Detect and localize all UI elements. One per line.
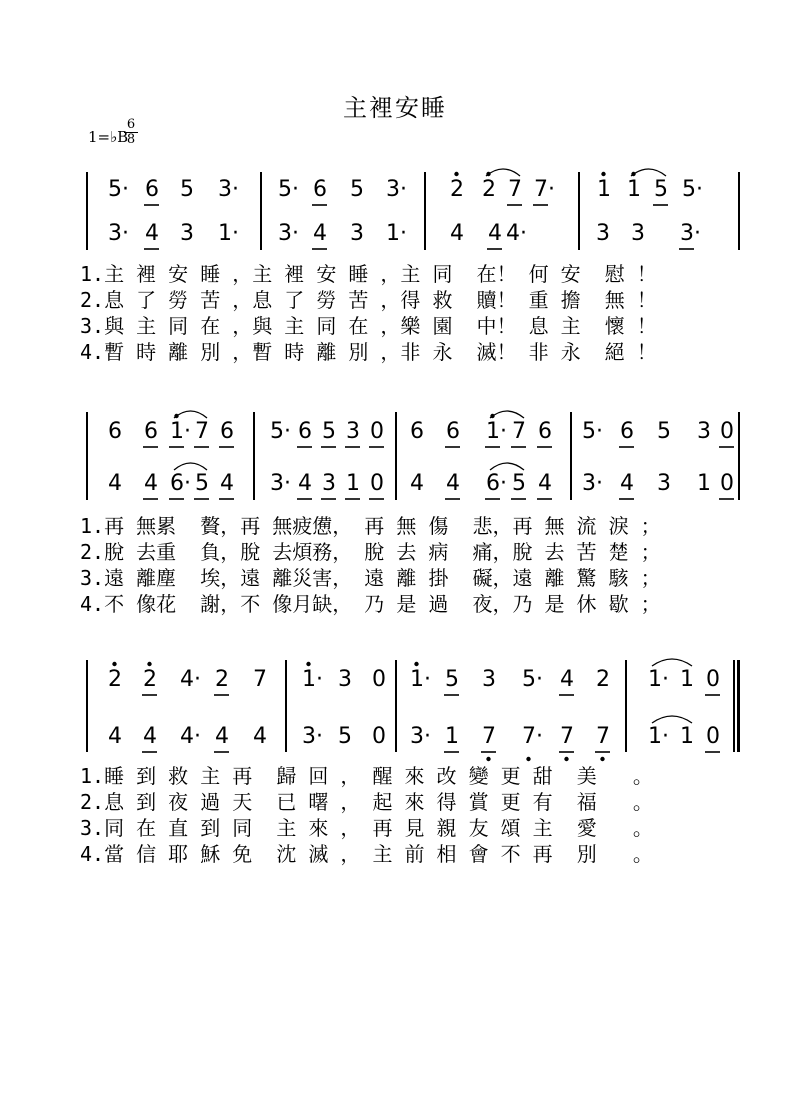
lyric-line-verse-4: 4.不 像花 謝，不 像月缺， 乃 是 過 夜，乃 是 休 歇 ；	[80, 592, 661, 616]
system-3-upper-note: 2	[108, 667, 122, 692]
lyric-line-verse-2: 2.息 到 夜 過 天 已 曙 ， 起 來 得 賞 更 有 福 。	[80, 790, 653, 814]
system-3-upper-octave-dot	[414, 662, 418, 666]
system-3-upper-note: 3	[482, 667, 496, 692]
system-3-upper-note: 5	[445, 667, 459, 692]
system-3-upper-note: 4·	[180, 667, 201, 692]
system-3-lower-note: 7·	[522, 724, 543, 749]
system-1-upper-note: 5	[350, 177, 364, 202]
system-2-lower-note: 6·	[170, 471, 191, 496]
meter-bottom: 8	[126, 132, 136, 147]
system-3-lower-note: 4	[143, 724, 157, 749]
system-1-upper-note: 5·	[278, 177, 299, 202]
system-2-lower-note: 6·	[486, 471, 507, 496]
system-1-lower-note: 4·	[506, 221, 527, 246]
system-1-upper-note: 5	[654, 177, 668, 202]
system-3-upper-note: 1·	[648, 667, 669, 692]
system-2-upper-note: 5·	[270, 419, 291, 444]
lyric-line-verse-3: 3.與 主 同 在 ，與 主 同 在 ，樂 園 中！ 息 主 懷 ！	[80, 314, 657, 338]
system-2-upper-note: 5	[322, 419, 336, 444]
system-2-upper-note: 1·	[486, 419, 507, 444]
system-1-upper-note: 2	[482, 177, 496, 202]
lyric-line-verse-3: 3.同 在 直 到 同 主 來 ， 再 見 親 友 頌 主 愛 。	[80, 816, 653, 840]
system-3-lower-note: 4·	[180, 724, 201, 749]
meter-top: 6	[126, 117, 136, 132]
system-2-lower-note: 4	[298, 471, 312, 496]
system-2-upper-note: 0	[720, 419, 734, 444]
system-3-upper-note: 4	[560, 667, 574, 692]
system-1-lower-note: 3	[631, 221, 645, 246]
system-1-lower-note: 3·	[680, 221, 701, 246]
system-1-lower-note: 3·	[278, 221, 299, 246]
system-3-upper-note: 1·	[302, 667, 323, 692]
system-1-upper-note: 6	[313, 177, 327, 202]
system-2-upper-note: 6	[298, 419, 312, 444]
system-2-upper-note: 6	[108, 419, 122, 444]
system-3-upper-note: 1·	[410, 667, 431, 692]
system-2-lower-note: 4	[220, 471, 234, 496]
barline	[395, 660, 397, 752]
system-3-upper-note: 1	[680, 667, 694, 692]
system-3-upper-note: 5·	[522, 667, 543, 692]
system-2-upper-note: 3	[697, 419, 711, 444]
system-1-upper-note: 1	[627, 177, 641, 202]
barline	[86, 660, 88, 752]
system-2-upper-note: 5·	[582, 419, 603, 444]
system-1-lower-note: 3	[180, 221, 194, 246]
system-3-upper-octave-dot	[147, 662, 151, 666]
system-2-upper-note: 3	[346, 419, 360, 444]
system-2-lower-note: 4	[144, 471, 158, 496]
system-1-upper-note: 5·	[108, 177, 129, 202]
system-3-lower-note: 7	[482, 724, 496, 749]
system-3-lower-note: 1	[445, 724, 459, 749]
system-1-upper-note: 1	[597, 177, 611, 202]
system-3-upper-note: 2	[143, 667, 157, 692]
system-2-lower-note: 5	[195, 471, 209, 496]
system-1-lower-note: 3·	[108, 221, 129, 246]
system-2-lower-note: 4	[410, 471, 424, 496]
system-2-upper-note: 6	[144, 419, 158, 444]
system-1-lower-note: 4	[488, 221, 502, 246]
system-3-lower-note: 5	[338, 724, 352, 749]
system-2-lower-note: 3	[657, 471, 671, 496]
system-2-upper-note: 6	[538, 419, 552, 444]
system-1-upper-note: 7	[508, 177, 522, 202]
system-2-upper-note: 7	[512, 419, 526, 444]
system-3-lower-octave-dot	[526, 757, 530, 761]
system-3-upper-note: 0	[706, 667, 720, 692]
system-1-lower-note: 3	[596, 221, 610, 246]
system-3-upper-note: 7	[253, 667, 267, 692]
system-2-lower-note: 4	[108, 471, 122, 496]
system-1-upper-note: 5	[180, 177, 194, 202]
system-3-lower-note: 4	[108, 724, 122, 749]
system-2-upper-note: 6	[446, 419, 460, 444]
lyric-line-verse-2: 2.息 了 勞 苦 ，息 了 勞 苦 ，得 救 贖！ 重 擔 無 ！	[80, 288, 657, 312]
system-3-lower-note: 7	[560, 724, 574, 749]
barline	[285, 660, 287, 752]
key-label: 1=♭B	[88, 128, 129, 146]
system-3-upper-note: 3	[338, 667, 352, 692]
lyric-line-verse-4: 4.當 信 耶 穌 免 沈 滅 ， 主 前 相 會 不 再 別 。	[80, 842, 653, 866]
system-1-lower-note: 1·	[386, 221, 407, 246]
system-2-lower-note: 1	[346, 471, 360, 496]
system-3-lower-note: 0	[706, 724, 720, 749]
system-3-upper-octave-dot	[112, 662, 116, 666]
song-title: 主裡安睡	[343, 94, 447, 122]
lyric-line-verse-4: 4.暫 時 離 別 ，暫 時 離 別 ，非 永 滅！ 非 永 絕 ！	[80, 340, 657, 364]
lyric-line-verse-1: 1.睡 到 救 主 再 歸 回 ， 醒 來 改 變 更 甜 美 。	[80, 764, 653, 788]
system-3-upper-note: 2	[215, 667, 229, 692]
final-barline	[737, 660, 740, 752]
system-3-lower-octave-dot	[564, 757, 568, 761]
system-2-upper-note: 1·	[170, 419, 191, 444]
system-3-upper-note: 2	[596, 667, 610, 692]
system-3-lower-note: 1	[680, 724, 694, 749]
system-2-lower-note: 1	[697, 471, 711, 496]
system-2-upper-note: 6	[220, 419, 234, 444]
system-3-upper-note: 0	[372, 667, 386, 692]
system-1-lower-note: 4	[313, 221, 327, 246]
system-3-lower-note: 4	[253, 724, 267, 749]
system-3-lower-octave-dot	[486, 757, 490, 761]
lyric-line-verse-2: 2.脫 去重 負，脫 去煩務， 脫 去 病 痛，脫 去 苦 楚 ；	[80, 540, 661, 564]
system-1-lower-note: 1·	[218, 221, 239, 246]
system-3-lower-slur	[652, 716, 692, 723]
barline	[733, 660, 735, 752]
system-2-lower-note: 5	[512, 471, 526, 496]
system-2-upper-note: 6	[620, 419, 634, 444]
system-2-lower-note: 3·	[582, 471, 603, 496]
system-1-upper-note: 2	[450, 177, 464, 202]
lyric-line-verse-3: 3.遠 離塵 埃，遠 離災害， 遠 離 掛 礙，遠 離 驚 駭 ；	[80, 566, 661, 590]
lyric-line-verse-1: 1.主 裡 安 睡 ，主 裡 安 睡 ，主 同 在！ 何 安 慰 ！	[80, 262, 657, 286]
system-2-lower-note: 3·	[270, 471, 291, 496]
system-1-upper-note: 6	[145, 177, 159, 202]
system-2-lower-note: 4	[446, 471, 460, 496]
system-2-lower-note: 4	[620, 471, 634, 496]
lyric-line-verse-1: 1.再 無累 贅，再 無疲憊， 再 無 傷 悲，再 無 流 淚 ；	[80, 514, 661, 538]
barline	[625, 660, 627, 752]
system-2-lower-note: 0	[720, 471, 734, 496]
system-3-lower-note: 4	[215, 724, 229, 749]
system-2-upper-note: 0	[370, 419, 384, 444]
system-2-upper-note: 7	[195, 419, 209, 444]
system-3-lower-note: 7	[596, 724, 610, 749]
system-3-lower-note: 1·	[648, 724, 669, 749]
system-3-upper-slur	[652, 659, 692, 666]
system-1-upper-note: 7·	[534, 177, 555, 202]
system-2-lower-note: 3	[322, 471, 336, 496]
system-1-upper-note: 5·	[682, 177, 703, 202]
system-2-lower-note: 4	[538, 471, 552, 496]
system-1-lower-note: 4	[450, 221, 464, 246]
system-2-upper-note: 5	[657, 419, 671, 444]
system-1-lower-note: 3	[350, 221, 364, 246]
system-2-upper-note: 6	[410, 419, 424, 444]
system-3-lower-octave-dot	[600, 757, 604, 761]
system-1-upper-note: 3·	[218, 177, 239, 202]
system-3-lower-note: 3·	[410, 724, 431, 749]
system-1-upper-note: 3·	[386, 177, 407, 202]
system-3-lower-note: 3·	[302, 724, 323, 749]
system-3-lower-note: 0	[372, 724, 386, 749]
system-3-upper-octave-dot	[306, 662, 310, 666]
system-2-lower-note: 0	[370, 471, 384, 496]
system-1-lower-note: 4	[145, 221, 159, 246]
